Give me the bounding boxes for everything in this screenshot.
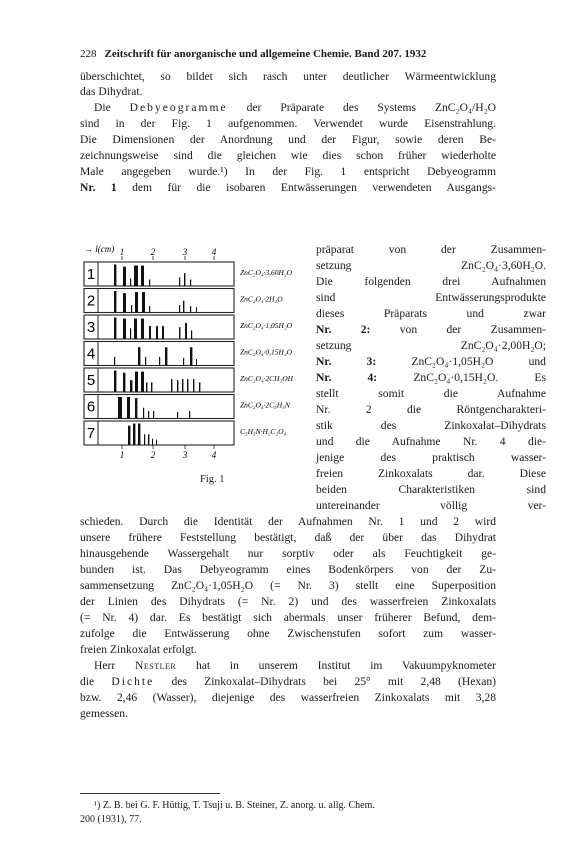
diffraction-line	[142, 292, 145, 312]
diffraction-line	[148, 434, 149, 445]
debyeogram-row	[84, 315, 293, 339]
diffraction-line	[148, 411, 149, 419]
spaced-term: Debyeogramme	[129, 101, 228, 114]
bold-ref: Nr. 2:	[316, 323, 371, 336]
diffraction-line	[183, 358, 184, 366]
axis-label: → l(cm)	[84, 244, 115, 254]
diffraction-line	[135, 292, 138, 312]
diffraction-line	[159, 357, 160, 366]
debyeogram-row	[84, 342, 293, 366]
diffraction-line	[149, 306, 150, 312]
diffraction-line	[141, 372, 144, 392]
diffraction-line	[177, 412, 178, 418]
text-line: Die folgenden drei Aufnahmen	[316, 275, 546, 288]
diffraction-line	[127, 397, 130, 419]
text-line: Die Dimensionen der Anordnung und der Figur, sowie deren Be-	[80, 133, 496, 146]
text-span: hat in unserem Institut im Vakuumpyknometer	[176, 659, 496, 672]
text-line: bunden ist. Das Debyeogramm eines Bodenkörpers von der Zu-	[80, 563, 496, 576]
diffraction-line	[143, 408, 144, 419]
row-label: C₅H₅N·H₂C₂O₄	[240, 427, 287, 436]
text-line	[316, 354, 546, 369]
diffraction-line	[196, 307, 197, 312]
diffraction-line	[151, 382, 152, 392]
diffraction-line	[131, 305, 132, 313]
row-number: 4	[86, 345, 96, 363]
text-line: jenige des praktisch wasser-	[316, 451, 546, 464]
row-number: 1	[86, 266, 96, 283]
text-span: der Präparate des Systems ZnC₂O₄/H₂O	[227, 101, 496, 114]
journal-title: Zeitschrift für anorganische und allgemeine Chemie. Band 207. 1932	[104, 48, 427, 60]
text-line: sind Entwässerungsprodukte	[316, 291, 546, 304]
diffraction-line	[152, 439, 153, 445]
diffraction-line	[118, 397, 122, 419]
text-line: beiden Charakteristiken sind	[316, 483, 546, 496]
text-line: der Linien des Dihydrats (= Nr. 2) und des wasserfreien Zinkoxalats	[80, 595, 496, 608]
text-line: freien Zinkoxalat erfolgt.	[80, 643, 197, 656]
diffraction-line	[184, 273, 185, 286]
text-line	[80, 658, 496, 673]
diffraction-line	[130, 278, 131, 286]
diffraction-line	[190, 280, 191, 286]
diffraction-line	[130, 328, 131, 339]
bottom-tick-label: 3	[182, 450, 188, 460]
diffraction-line	[133, 424, 135, 446]
bottom-tick-label: 1	[119, 450, 125, 460]
text-span: von der Zusammen-	[370, 323, 546, 336]
text-line: freien Zinkoxalats dar. Diese	[316, 467, 546, 480]
diffraction-line	[196, 359, 197, 365]
diffraction-line	[134, 319, 137, 339]
diffraction-line	[190, 347, 192, 365]
text-line: schieden. Durch die Identität der Aufnahmen Nr. 1 und 2 wird	[80, 515, 496, 528]
row-label: ZnC₂O₄·2C₅H₅N	[240, 400, 290, 410]
text-line: setzung ZnC₂O₄·2,00H₂O;	[316, 339, 546, 352]
text-line: bzw. 2,46 (Wasser), diejenige des wasserfreien Zinkoxalats mit 3,28	[80, 691, 496, 704]
text-span: Die	[94, 101, 130, 114]
text-line	[80, 180, 496, 195]
diffraction-line	[182, 379, 183, 392]
diffraction-line	[138, 424, 140, 446]
diffraction-line	[135, 398, 137, 418]
bottom-tick-label: 4	[211, 450, 217, 460]
text-line: setzung ZnC₂O₄·3,60H₂O.	[316, 259, 546, 272]
text-line: Nr. 2 die Röntgencharakteri-	[316, 403, 546, 416]
row-label: ZnC₂O₄·2CH₃OH	[240, 374, 294, 383]
strip-frame	[84, 368, 234, 392]
diffraction-line	[141, 266, 144, 286]
diffraction-line	[165, 347, 167, 365]
text-line: stellt somit die Aufnahme	[316, 387, 546, 400]
diffraction-line	[114, 318, 116, 340]
running-header	[80, 48, 496, 60]
text-span: ZnC₂O₄·1,05H₂O und	[376, 355, 546, 368]
text-span: ZnC₂O₄·0,15H₂O. Es	[377, 371, 546, 384]
top-tick-label: 4	[211, 247, 217, 257]
row-number: 6	[86, 398, 96, 416]
diffraction-line	[190, 306, 191, 312]
text-span: des Zinkoxalat–Dihydrats bei 25° mit 2,48 (Hexan)	[154, 675, 496, 688]
diffraction-line	[187, 379, 188, 392]
text-line	[316, 322, 546, 337]
diffraction-line	[134, 266, 138, 286]
row-number: 3	[86, 319, 96, 336]
row-label: ZnC₂O₄·3,60H₂O	[240, 268, 292, 277]
strip-frame	[84, 315, 234, 339]
diffraction-line	[179, 327, 180, 339]
diffraction-line	[193, 379, 194, 392]
bold-ref: Nr. 3:	[316, 355, 377, 368]
spaced-term: Dichte	[111, 675, 155, 688]
diffraction-line	[114, 291, 116, 313]
diffraction-line	[199, 382, 200, 392]
text-line: zufolge die Entwässerung ohne Zwischenstufen sofort zum wasser-	[80, 627, 496, 640]
debyeogram-figure	[80, 242, 312, 472]
row-label: ZnC₂O₄·1,05H₂O	[240, 321, 292, 330]
text-span: dem für die isobaren Entwässerungen verwendeten Ausgangs-	[116, 181, 496, 194]
figure-caption: Fig. 1	[200, 474, 225, 485]
diffraction-line	[144, 434, 145, 445]
text-line: stik des Zinkoxalat–Dihydrats	[316, 419, 546, 432]
diffraction-line	[156, 440, 157, 445]
debyeogram-row	[84, 421, 287, 445]
diffraction-line	[183, 301, 184, 313]
debyeogram-row	[84, 289, 283, 313]
diffraction-line	[189, 411, 190, 419]
diffraction-line	[123, 319, 126, 339]
debyeogram-row	[84, 262, 293, 286]
text-line: sammensetzung ZnC₂O₄·1,05H₂O (= Nr. 3) stellt eine Superposition	[80, 579, 496, 592]
diffraction-line	[162, 326, 164, 339]
diffraction-line	[138, 347, 140, 365]
page-number: 228	[80, 48, 97, 60]
diffraction-line	[123, 293, 126, 312]
bold-ref: Nr. 4:	[316, 371, 378, 384]
diffraction-line	[179, 277, 180, 286]
diffraction-line	[130, 380, 132, 392]
text-line: untereinander völlig ver-	[316, 499, 546, 512]
text-line: sind in der Fig. 1 aufgenommen. Verwendet wurde Eisenstrahlung.	[80, 117, 496, 130]
text-line	[80, 100, 496, 115]
diffraction-line	[149, 326, 151, 339]
text-span: Herr	[94, 659, 135, 672]
text-line	[316, 370, 546, 385]
footnote-rule	[80, 793, 220, 794]
diffraction-line	[153, 411, 154, 419]
diffraction-line	[179, 305, 180, 313]
text-line: und die Aufnahme Nr. 4 die-	[316, 435, 546, 448]
top-tick-label: 3	[182, 247, 188, 257]
diffraction-line	[171, 379, 172, 392]
row-label: ZnC₂O₄·2H₂O	[240, 294, 283, 304]
footnote-line: ¹) Z. B. bei G. F. Hüttig, T. Tsuji u. B. Steiner, Z. anorg. u. allg. Chem.	[94, 800, 375, 811]
diffraction-line	[141, 319, 144, 339]
row-number: 5	[86, 372, 96, 389]
text-span: die	[80, 675, 112, 688]
strip-frame	[84, 421, 234, 445]
text-line: unsere frühere Feststellung bestätigt, daß der über das Dihydrat	[80, 531, 496, 544]
text-line	[80, 674, 496, 689]
bottom-tick-label: 2	[150, 450, 156, 460]
diffraction-line	[145, 357, 146, 366]
footnote-line: 200 (1931), 77.	[80, 814, 142, 825]
text-line: zeichnungsweise sind die gleichen wie dies schon früher wiederholte	[80, 149, 496, 162]
text-line: gemessen.	[80, 707, 128, 720]
diffraction-line	[146, 382, 147, 392]
strip-frame	[84, 395, 234, 419]
diffraction-line	[191, 330, 192, 339]
diffraction-line	[114, 265, 116, 287]
debyeogram-row	[84, 395, 291, 419]
diffraction-line	[135, 372, 138, 392]
text-line: hinausgehende Wassergehalt nur sorptiv oder als Feuchtigkeit ge-	[80, 547, 496, 560]
diffraction-line	[114, 371, 116, 393]
strip-frame	[84, 262, 234, 286]
text-line: (= Nr. 4) dar. Es bestätigt sich abermals unser früherer Befund, dem-	[80, 611, 496, 624]
text-line: überschichtet, so bildet sich rasch unter deutlicher Wärmeentwicklung	[80, 70, 496, 83]
author-name: Nestler	[134, 659, 177, 672]
diffraction-line	[185, 323, 187, 339]
top-tick-label: 1	[119, 247, 125, 257]
debyeogram-row	[84, 368, 294, 392]
text-line: dieses Präparats und zwar	[316, 307, 546, 320]
diffraction-line	[123, 373, 125, 392]
text-line: Male angegeben wurde.¹) In der Fig. 1 entspricht Debyeogramm	[80, 165, 496, 178]
row-number: 2	[86, 292, 96, 310]
diffraction-line	[114, 357, 115, 366]
top-tick-label: 2	[150, 247, 156, 257]
row-label: ZnC₂O₄·0,15H₂O	[240, 347, 292, 357]
diffraction-line	[177, 380, 178, 392]
bold-ref: Nr. 1	[80, 181, 117, 194]
text-line: das Dihydrat.	[80, 85, 143, 98]
diffraction-line	[156, 326, 158, 339]
text-line: präparat von der Zusammen-	[316, 243, 546, 256]
row-number: 7	[86, 425, 96, 442]
diffraction-line	[149, 280, 150, 286]
strip-frame	[84, 289, 234, 313]
diffraction-line	[128, 426, 130, 445]
diffraction-line	[123, 267, 126, 286]
